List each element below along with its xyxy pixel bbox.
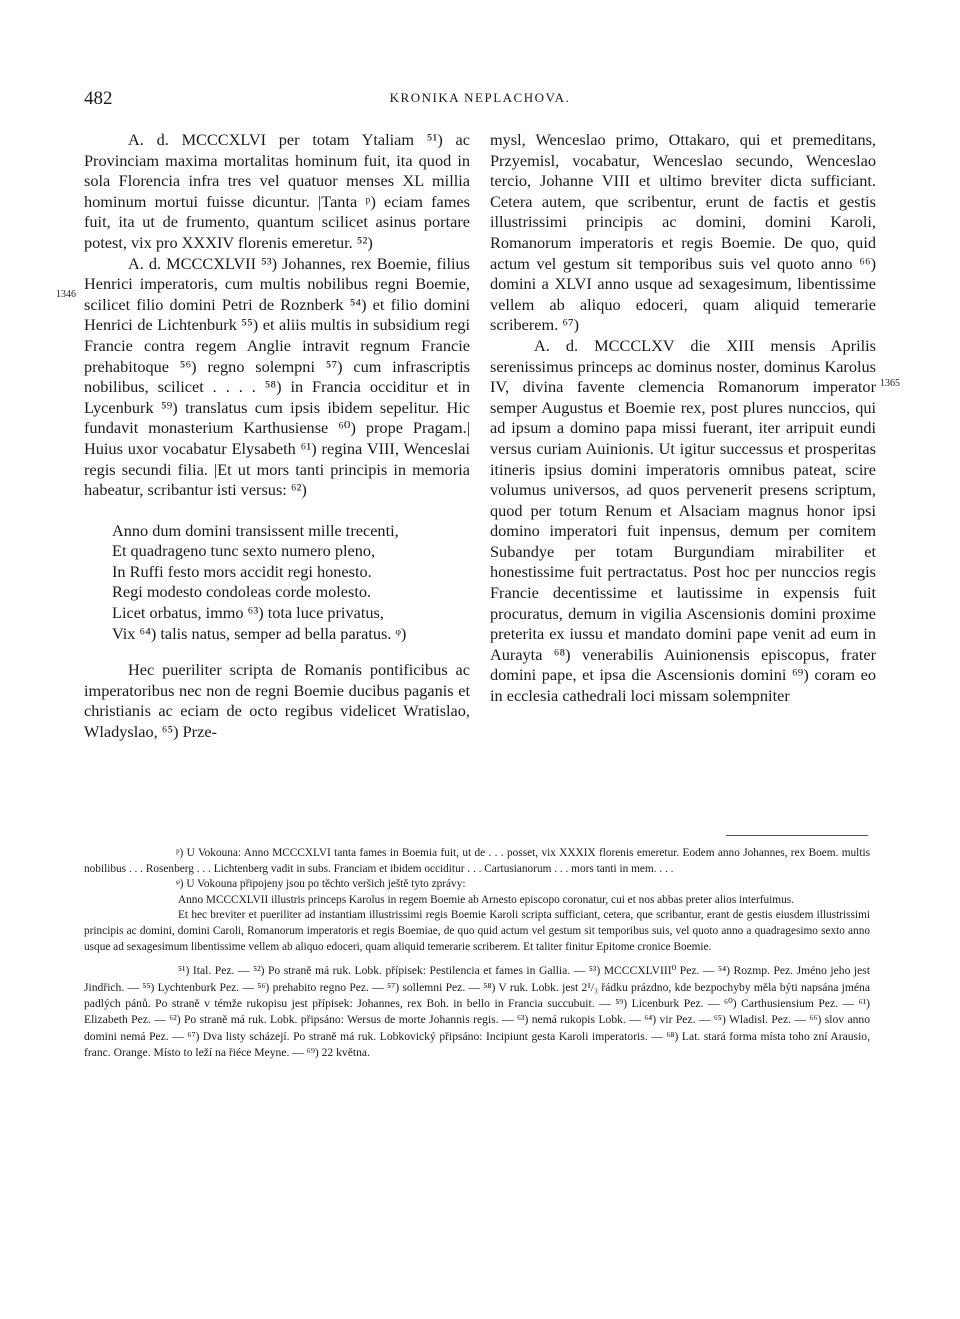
- verse-line: Anno dum domini transissent mille trecenti,: [112, 520, 399, 540]
- footnote-q-entry-1: Anno MCCCXLVII illustris princeps Karolus in regem Boemie ab Arnesto episcopo coronatur, cui et nos abbas preter alios interfuimus.: [178, 893, 794, 906]
- right-column: [490, 130, 876, 707]
- page-number: 482: [84, 88, 113, 109]
- verse-line: Vix ⁶⁴) talis natus, semper ad bella paratus. ᵠ): [112, 623, 407, 643]
- paragraph-1346-plague: A. d. MCCCXLVI per totam Ytaliam ⁵¹) ac Provinciam maxima mortalitas hominum fuit, ita quod in sola Florencia infra tres vel quatuor menses XL millia hominum mortui fuisse dicuntur. |Tanta ᵖ) eciam fames fuit, ita ut de frumento, quantum scilicet asinus portare potest, vix pro XXXIV florenis emeretur. ⁵²): [84, 130, 470, 252]
- margin-year-1365: 1365: [880, 378, 900, 389]
- verse-block: [112, 521, 470, 645]
- footnote-q: ᵠ) U Vokouna připojeny jsou po těchto veršich ještě tyto zprávy:: [176, 878, 466, 891]
- verse-line: In Ruffi festo mors accidit regi honesto.: [112, 561, 372, 581]
- footnotes-numbered: ⁵¹) Ital. Pez. — ⁵²) Po straně má ruk. Lobk. přípisek: Pestilencia et fames in Gallia. — ⁵³) MCCCXLVIII⁰ Pez. — ⁵⁴) Rozmp. Pez. Jméno jeho jest Jindřich. — ⁵⁵) Lychtenburk Pez. — ⁵⁶) prehabito regno Pez. — ⁵⁷) sollemni Pez. — ⁵⁸) V ruk. Lobk. jest 2¹/₃ řádku prázdno, kde bezpochyby měla býti napsána jména padlých pánů. Po straně v témže rukopisu jest přípisek: Johannes, rex Boh. in bello in Francia succubuit. — ⁵⁹) Licenburk Pez. — ⁶⁰) Carthusiensium Pez. — ⁶¹) Elizabeth Pez. — ⁶²) Po straně má ruk. Lobk. připsáno: Wersus de morte Johannis regis. — ⁶³) nemá rukopis Lobk. — ⁶⁴) vir Pez. — ⁶⁵) Wladisl. Pez. — ⁶⁶) slov anno domini nemá Pez. — ⁶⁷) Dva listy scházejí. Po straně má ruk. Lobkovický připsáno: Incipiunt gesta Karoli imperatoris. — ⁶⁸) Lat. stará forma místa toho zní Arausio, franc. Orange. Místo to leží na řiéce Meyne. — ⁶⁹) 22 května.: [84, 964, 870, 1060]
- paragraph-1365-karolus: A. d. MCCCLXV die XIII mensis Aprilis serenissimus princeps ac dominus noster, dominus Karolus IV, divina favente clemencia Romanorum imperator semper Augustus et Boemie rex, post plures nunccios, qui ad ipsum a domino papa missi fuerant, iter arripuit eundi versus curiam Auinionis. Ut igitur successus et prosperitas itineris ipsius domini imperatoris omnibus pateat, scire volumus universos, ad quos pervenerit presens scriptum, quod per totum Renum et Alsaciam magnus honor ipsi domino imperatori fuit inpensus, demum per comitem Subandye per totam Burgundiam mirabiliter et honestissime fuit pertractatus. Post hoc per nunccios regis Francie decentissime et lautissime in expensis fuit procuratus, demum in vigilia Ascensionis domini proxime preterita ex iussu et mandato domini pape venit ad eum in Aurayta ⁶⁸) venerabilis Auinionensis episcopus, frater domini pape, et ipsa die Ascensionis domini ⁶⁹) coram eo in ecclesia cathedrali loci missam solempniter: [490, 335, 876, 706]
- running-head: KRONIKA NEPLACHOVA.: [389, 90, 571, 105]
- verse-line: Regi modesto condoleas corde molesto.: [112, 582, 372, 602]
- paragraph-hec-pueriliter: Hec pueriliter scripta de Romanis pontificibus ac imperatoribus nec non de regni Boemie ducibus paganis et christianis ac eciam de octo regibus videlicet Wratislao, Wladyslao, ⁶⁵) Prze-: [84, 660, 470, 742]
- footnotes: [84, 846, 870, 1062]
- notes-divider: [726, 835, 868, 836]
- paragraph-continuation: mysl, Wenceslao primo, Ottakaro, qui et premeditans, Przyemisl, vocabatur, Wenceslao secundo, Wenceslao tercio, Johanne VIII et ultimo breviter dicta sufficiant. Cetera autem, que scribentur, erunt de factis et gestis illustrissimi principis ac domini, domini Karoli, Romanorum imperatoris et regis Boemie. De quo, quid actum vel gestum sit temporibus suis vel quoto anno ⁶⁶) domini a XLVI anno usque ad sexagesimum, libentissime vellem ab aliquo edoceri, quam aliquid temerarie scriberem. ⁶⁷): [490, 130, 876, 335]
- verse-line: Licet orbatus, immo ⁶³) tota luce privatus,: [112, 603, 384, 623]
- paragraph-1347-johannes: A. d. MCCCXLVII ⁵³) Johannes, rex Boemie, filius Henrici imperatoris, cum multis nobilibus regni Boemie, scilicet filio domini Petri de Roznberk ⁵⁴) et filio domini Henrici de Lichtenburk ⁵⁵) et aliis multis in subsidium regi Francie contra regem Anglie intravit regnum Francie prehabitoque ⁵⁶) regno solempni ⁵⁷) cum infrascriptis nobilibus, scilicet . . . . ⁵⁸) in Francia occiditur et in Lycenburk ⁵⁹) translatus cum ipsis ibidem sepelitur. Hic fundavit monasterium Karthusiense ⁶⁰) prope Pragam.| Huius uxor vocabatur Elysabeth ⁶¹) regina VIII, Wenceslai regis secundi filia. |Et ut mors tanti principis in memoria habeatur, scribantur isti versus: ⁶²): [84, 253, 470, 500]
- footnote-p: ᵖ) U Vokouna: Anno MCCCXLVI tanta fames in Boemia fuit, ut de . . . posset, vix XXXIX florenis emeretur. Eodem anno Johannes, rex Boem. multis nobilibus . . . Rosenberg . . . Lichtenberg vadit in subs. Franciam et ibidem occiditur . . . Cartusianorum . . . mors tanti in mem. . . .: [84, 847, 870, 875]
- footnote-q-entry-2: Et hec breviter et pueriliter ad instantiam illustrissimi regis Boemie Karoli scripta sufficiant, cetera, que scribantur, erant de gestis eiusdem illustrissimi principis ac domini, domini Caroli, Romanorum imperatoris et regis Boemiae, de quo quid actum vel gestum sit temporibus suis, vel quoto anno a quadragesimo sexto anno usque ad sexagesimum libentissime vellem ab aliquo edoceri, quam aliquid temerarie scriberem. Et taliter finitur Epitome cronice Boemie.: [84, 909, 870, 953]
- verse-line: Et quadrageno tunc sexto numero pleno,: [112, 541, 376, 561]
- margin-year-1346: 1346: [56, 289, 76, 300]
- left-column: [84, 130, 470, 743]
